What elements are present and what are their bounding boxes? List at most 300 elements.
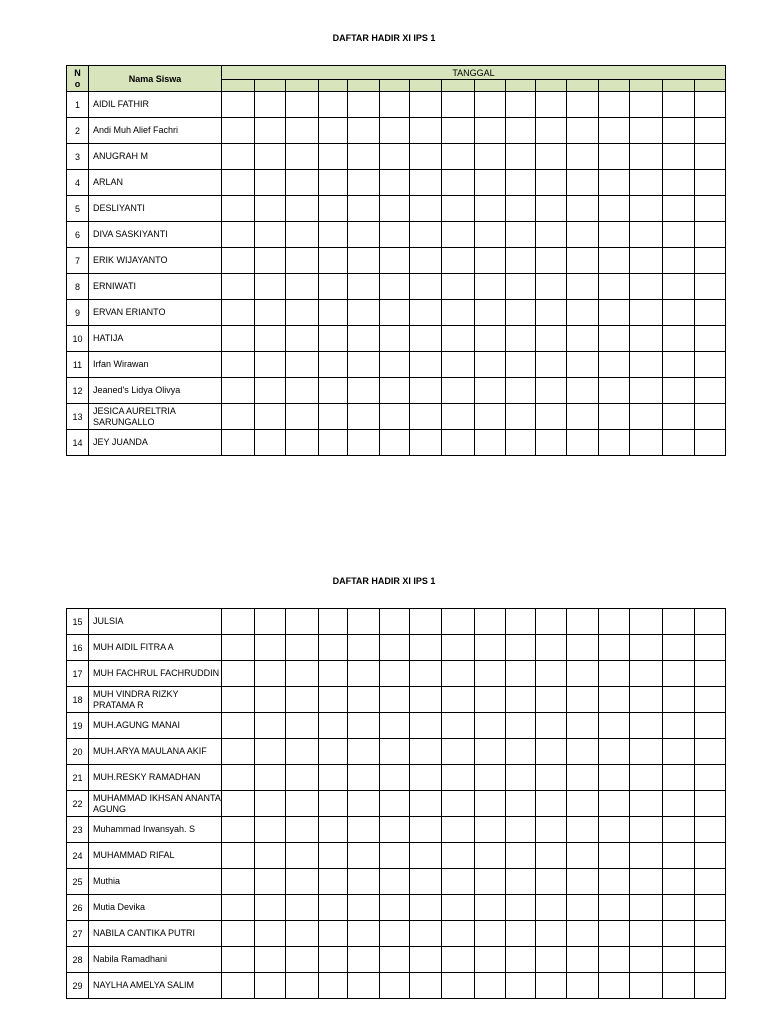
attendance-cell[interactable] [630, 118, 663, 144]
attendance-cell[interactable] [319, 843, 348, 869]
attendance-cell[interactable] [475, 170, 506, 196]
attendance-cell[interactable] [319, 973, 348, 999]
attendance-cell[interactable] [506, 609, 536, 635]
attendance-cell[interactable] [567, 947, 599, 973]
attendance-cell[interactable] [663, 92, 695, 118]
attendance-cell[interactable] [286, 635, 319, 661]
attendance-cell[interactable] [630, 274, 663, 300]
attendance-cell[interactable] [567, 739, 599, 765]
attendance-cell[interactable] [630, 739, 663, 765]
attendance-cell[interactable] [410, 635, 442, 661]
attendance-cell[interactable] [319, 118, 348, 144]
attendance-cell[interactable] [442, 222, 475, 248]
attendance-cell[interactable] [255, 791, 286, 817]
attendance-cell[interactable] [410, 713, 442, 739]
attendance-cell[interactable] [695, 378, 726, 404]
attendance-cell[interactable] [567, 378, 599, 404]
attendance-cell[interactable] [319, 144, 348, 170]
attendance-cell[interactable] [506, 352, 536, 378]
attendance-cell[interactable] [663, 843, 695, 869]
attendance-cell[interactable] [475, 817, 506, 843]
attendance-cell[interactable] [475, 404, 506, 430]
attendance-cell[interactable] [599, 687, 630, 713]
attendance-cell[interactable] [630, 144, 663, 170]
attendance-cell[interactable] [695, 765, 726, 791]
attendance-cell[interactable] [319, 352, 348, 378]
attendance-cell[interactable] [255, 326, 286, 352]
attendance-cell[interactable] [410, 352, 442, 378]
attendance-cell[interactable] [695, 791, 726, 817]
attendance-cell[interactable] [286, 713, 319, 739]
attendance-cell[interactable] [663, 895, 695, 921]
attendance-cell[interactable] [410, 895, 442, 921]
attendance-cell[interactable] [442, 609, 475, 635]
attendance-cell[interactable] [255, 404, 286, 430]
attendance-cell[interactable] [255, 170, 286, 196]
attendance-cell[interactable] [442, 352, 475, 378]
attendance-cell[interactable] [475, 118, 506, 144]
attendance-cell[interactable] [319, 661, 348, 687]
attendance-cell[interactable] [630, 196, 663, 222]
attendance-cell[interactable] [536, 170, 567, 196]
attendance-cell[interactable] [630, 352, 663, 378]
attendance-cell[interactable] [506, 170, 536, 196]
attendance-cell[interactable] [348, 248, 380, 274]
attendance-cell[interactable] [663, 947, 695, 973]
attendance-cell[interactable] [599, 843, 630, 869]
attendance-cell[interactable] [286, 765, 319, 791]
attendance-cell[interactable] [567, 222, 599, 248]
attendance-cell[interactable] [663, 921, 695, 947]
attendance-cell[interactable] [442, 947, 475, 973]
attendance-cell[interactable] [410, 378, 442, 404]
attendance-cell[interactable] [255, 817, 286, 843]
attendance-cell[interactable] [286, 248, 319, 274]
attendance-cell[interactable] [348, 274, 380, 300]
attendance-cell[interactable] [695, 635, 726, 661]
attendance-cell[interactable] [630, 430, 663, 456]
attendance-cell[interactable] [630, 661, 663, 687]
attendance-cell[interactable] [410, 791, 442, 817]
attendance-cell[interactable] [442, 817, 475, 843]
attendance-cell[interactable] [255, 274, 286, 300]
attendance-cell[interactable] [255, 713, 286, 739]
attendance-cell[interactable] [630, 300, 663, 326]
attendance-cell[interactable] [380, 92, 410, 118]
attendance-cell[interactable] [536, 843, 567, 869]
attendance-cell[interactable] [348, 404, 380, 430]
attendance-cell[interactable] [319, 869, 348, 895]
attendance-cell[interactable] [442, 430, 475, 456]
attendance-cell[interactable] [567, 661, 599, 687]
attendance-cell[interactable] [567, 196, 599, 222]
attendance-cell[interactable] [222, 326, 255, 352]
attendance-cell[interactable] [255, 222, 286, 248]
attendance-cell[interactable] [663, 765, 695, 791]
attendance-cell[interactable] [630, 765, 663, 791]
attendance-cell[interactable] [695, 430, 726, 456]
attendance-cell[interactable] [319, 274, 348, 300]
attendance-cell[interactable] [567, 973, 599, 999]
attendance-cell[interactable] [536, 635, 567, 661]
attendance-cell[interactable] [475, 430, 506, 456]
attendance-cell[interactable] [695, 687, 726, 713]
attendance-cell[interactable] [380, 196, 410, 222]
attendance-cell[interactable] [286, 144, 319, 170]
attendance-cell[interactable] [319, 326, 348, 352]
attendance-cell[interactable] [286, 791, 319, 817]
attendance-cell[interactable] [380, 817, 410, 843]
attendance-cell[interactable] [319, 921, 348, 947]
attendance-cell[interactable] [222, 791, 255, 817]
attendance-cell[interactable] [442, 196, 475, 222]
attendance-cell[interactable] [506, 843, 536, 869]
attendance-cell[interactable] [286, 300, 319, 326]
attendance-cell[interactable] [506, 765, 536, 791]
attendance-cell[interactable] [506, 274, 536, 300]
attendance-cell[interactable] [567, 248, 599, 274]
attendance-cell[interactable] [506, 687, 536, 713]
attendance-cell[interactable] [567, 274, 599, 300]
attendance-cell[interactable] [319, 765, 348, 791]
attendance-cell[interactable] [536, 404, 567, 430]
attendance-cell[interactable] [348, 352, 380, 378]
attendance-cell[interactable] [536, 973, 567, 999]
attendance-cell[interactable] [348, 739, 380, 765]
attendance-cell[interactable] [286, 352, 319, 378]
attendance-cell[interactable] [475, 921, 506, 947]
date-header-cell[interactable] [410, 80, 442, 92]
attendance-cell[interactable] [695, 248, 726, 274]
attendance-cell[interactable] [410, 609, 442, 635]
attendance-cell[interactable] [630, 687, 663, 713]
attendance-cell[interactable] [442, 635, 475, 661]
attendance-cell[interactable] [475, 635, 506, 661]
attendance-cell[interactable] [319, 635, 348, 661]
attendance-cell[interactable] [255, 921, 286, 947]
attendance-cell[interactable] [695, 661, 726, 687]
attendance-cell[interactable] [663, 352, 695, 378]
attendance-cell[interactable] [348, 817, 380, 843]
attendance-cell[interactable] [255, 430, 286, 456]
attendance-cell[interactable] [348, 118, 380, 144]
attendance-cell[interactable] [599, 196, 630, 222]
attendance-cell[interactable] [410, 274, 442, 300]
attendance-cell[interactable] [348, 921, 380, 947]
attendance-cell[interactable] [567, 430, 599, 456]
attendance-cell[interactable] [475, 144, 506, 170]
attendance-cell[interactable] [599, 222, 630, 248]
attendance-cell[interactable] [663, 635, 695, 661]
attendance-cell[interactable] [380, 352, 410, 378]
attendance-cell[interactable] [536, 609, 567, 635]
date-header-cell[interactable] [222, 80, 255, 92]
date-header-cell[interactable] [255, 80, 286, 92]
attendance-cell[interactable] [567, 869, 599, 895]
attendance-cell[interactable] [255, 248, 286, 274]
attendance-cell[interactable] [380, 895, 410, 921]
attendance-cell[interactable] [663, 739, 695, 765]
date-header-cell[interactable] [599, 80, 630, 92]
attendance-cell[interactable] [410, 248, 442, 274]
attendance-cell[interactable] [599, 895, 630, 921]
attendance-cell[interactable] [255, 869, 286, 895]
attendance-cell[interactable] [506, 326, 536, 352]
attendance-cell[interactable] [380, 430, 410, 456]
attendance-cell[interactable] [286, 222, 319, 248]
attendance-cell[interactable] [286, 274, 319, 300]
attendance-cell[interactable] [348, 869, 380, 895]
attendance-cell[interactable] [663, 661, 695, 687]
attendance-cell[interactable] [348, 222, 380, 248]
attendance-cell[interactable] [506, 661, 536, 687]
attendance-cell[interactable] [567, 895, 599, 921]
date-header-cell[interactable] [286, 80, 319, 92]
attendance-cell[interactable] [567, 300, 599, 326]
attendance-cell[interactable] [380, 300, 410, 326]
attendance-cell[interactable] [506, 635, 536, 661]
attendance-cell[interactable] [319, 196, 348, 222]
attendance-cell[interactable] [599, 118, 630, 144]
attendance-cell[interactable] [475, 609, 506, 635]
attendance-cell[interactable] [442, 713, 475, 739]
attendance-cell[interactable] [286, 170, 319, 196]
attendance-cell[interactable] [348, 300, 380, 326]
attendance-cell[interactable] [599, 274, 630, 300]
attendance-cell[interactable] [255, 635, 286, 661]
attendance-cell[interactable] [506, 869, 536, 895]
attendance-cell[interactable] [286, 687, 319, 713]
attendance-cell[interactable] [536, 869, 567, 895]
attendance-cell[interactable] [255, 609, 286, 635]
attendance-cell[interactable] [319, 713, 348, 739]
attendance-cell[interactable] [442, 378, 475, 404]
attendance-cell[interactable] [255, 739, 286, 765]
attendance-cell[interactable] [222, 635, 255, 661]
attendance-cell[interactable] [663, 973, 695, 999]
attendance-cell[interactable] [475, 973, 506, 999]
attendance-cell[interactable] [506, 222, 536, 248]
attendance-cell[interactable] [506, 144, 536, 170]
attendance-cell[interactable] [599, 609, 630, 635]
attendance-cell[interactable] [222, 274, 255, 300]
attendance-cell[interactable] [222, 300, 255, 326]
attendance-cell[interactable] [630, 791, 663, 817]
attendance-cell[interactable] [599, 947, 630, 973]
attendance-cell[interactable] [348, 973, 380, 999]
attendance-cell[interactable] [567, 791, 599, 817]
attendance-cell[interactable] [442, 791, 475, 817]
attendance-cell[interactable] [506, 713, 536, 739]
attendance-cell[interactable] [663, 274, 695, 300]
attendance-cell[interactable] [475, 739, 506, 765]
attendance-cell[interactable] [319, 92, 348, 118]
attendance-cell[interactable] [475, 947, 506, 973]
attendance-cell[interactable] [630, 921, 663, 947]
attendance-cell[interactable] [442, 765, 475, 791]
attendance-cell[interactable] [599, 92, 630, 118]
attendance-cell[interactable] [567, 144, 599, 170]
attendance-cell[interactable] [506, 739, 536, 765]
attendance-cell[interactable] [380, 791, 410, 817]
attendance-cell[interactable] [536, 352, 567, 378]
attendance-cell[interactable] [506, 895, 536, 921]
attendance-cell[interactable] [255, 118, 286, 144]
attendance-cell[interactable] [599, 170, 630, 196]
attendance-cell[interactable] [695, 170, 726, 196]
attendance-cell[interactable] [222, 430, 255, 456]
attendance-cell[interactable] [663, 144, 695, 170]
attendance-cell[interactable] [319, 170, 348, 196]
attendance-cell[interactable] [380, 326, 410, 352]
attendance-cell[interactable] [506, 973, 536, 999]
date-header-cell[interactable] [319, 80, 348, 92]
attendance-cell[interactable] [286, 326, 319, 352]
date-header-cell[interactable] [695, 80, 726, 92]
attendance-cell[interactable] [567, 609, 599, 635]
attendance-cell[interactable] [695, 404, 726, 430]
attendance-cell[interactable] [410, 817, 442, 843]
date-header-cell[interactable] [663, 80, 695, 92]
attendance-cell[interactable] [599, 144, 630, 170]
date-header-cell[interactable] [348, 80, 380, 92]
attendance-cell[interactable] [222, 869, 255, 895]
attendance-cell[interactable] [695, 326, 726, 352]
attendance-cell[interactable] [380, 765, 410, 791]
attendance-cell[interactable] [630, 947, 663, 973]
attendance-cell[interactable] [695, 947, 726, 973]
attendance-cell[interactable] [222, 118, 255, 144]
attendance-cell[interactable] [599, 326, 630, 352]
date-header-cell[interactable] [630, 80, 663, 92]
attendance-cell[interactable] [663, 713, 695, 739]
attendance-cell[interactable] [286, 843, 319, 869]
attendance-cell[interactable] [695, 609, 726, 635]
attendance-cell[interactable] [695, 352, 726, 378]
attendance-cell[interactable] [348, 687, 380, 713]
attendance-cell[interactable] [536, 947, 567, 973]
attendance-cell[interactable] [410, 144, 442, 170]
attendance-cell[interactable] [222, 921, 255, 947]
attendance-cell[interactable] [380, 661, 410, 687]
attendance-cell[interactable] [380, 947, 410, 973]
attendance-cell[interactable] [410, 92, 442, 118]
attendance-cell[interactable] [222, 661, 255, 687]
attendance-cell[interactable] [567, 687, 599, 713]
attendance-cell[interactable] [286, 947, 319, 973]
attendance-cell[interactable] [536, 118, 567, 144]
attendance-cell[interactable] [380, 404, 410, 430]
attendance-cell[interactable] [380, 222, 410, 248]
attendance-cell[interactable] [663, 404, 695, 430]
attendance-cell[interactable] [348, 843, 380, 869]
attendance-cell[interactable] [663, 118, 695, 144]
attendance-cell[interactable] [536, 144, 567, 170]
attendance-cell[interactable] [410, 765, 442, 791]
attendance-cell[interactable] [475, 378, 506, 404]
attendance-cell[interactable] [599, 921, 630, 947]
attendance-cell[interactable] [348, 326, 380, 352]
attendance-cell[interactable] [319, 817, 348, 843]
attendance-cell[interactable] [348, 196, 380, 222]
attendance-cell[interactable] [380, 843, 410, 869]
attendance-cell[interactable] [222, 144, 255, 170]
attendance-cell[interactable] [506, 300, 536, 326]
attendance-cell[interactable] [475, 248, 506, 274]
attendance-cell[interactable] [319, 895, 348, 921]
attendance-cell[interactable] [506, 791, 536, 817]
attendance-cell[interactable] [380, 739, 410, 765]
attendance-cell[interactable] [536, 430, 567, 456]
attendance-cell[interactable] [410, 196, 442, 222]
attendance-cell[interactable] [599, 817, 630, 843]
attendance-cell[interactable] [663, 791, 695, 817]
attendance-cell[interactable] [348, 170, 380, 196]
attendance-cell[interactable] [286, 609, 319, 635]
attendance-cell[interactable] [506, 378, 536, 404]
attendance-cell[interactable] [319, 687, 348, 713]
attendance-cell[interactable] [286, 196, 319, 222]
attendance-cell[interactable] [222, 947, 255, 973]
attendance-cell[interactable] [475, 326, 506, 352]
attendance-cell[interactable] [255, 947, 286, 973]
attendance-cell[interactable] [442, 843, 475, 869]
attendance-cell[interactable] [442, 869, 475, 895]
attendance-cell[interactable] [506, 92, 536, 118]
attendance-cell[interactable] [599, 248, 630, 274]
attendance-cell[interactable] [599, 635, 630, 661]
attendance-cell[interactable] [506, 430, 536, 456]
attendance-cell[interactable] [630, 895, 663, 921]
attendance-cell[interactable] [506, 196, 536, 222]
attendance-cell[interactable] [567, 352, 599, 378]
attendance-cell[interactable] [410, 661, 442, 687]
attendance-cell[interactable] [442, 248, 475, 274]
attendance-cell[interactable] [319, 378, 348, 404]
attendance-cell[interactable] [506, 248, 536, 274]
attendance-cell[interactable] [442, 326, 475, 352]
attendance-cell[interactable] [255, 895, 286, 921]
attendance-cell[interactable] [286, 895, 319, 921]
attendance-cell[interactable] [286, 921, 319, 947]
attendance-cell[interactable] [567, 843, 599, 869]
attendance-cell[interactable] [222, 713, 255, 739]
attendance-cell[interactable] [567, 817, 599, 843]
attendance-cell[interactable] [536, 713, 567, 739]
attendance-cell[interactable] [319, 947, 348, 973]
attendance-cell[interactable] [222, 222, 255, 248]
attendance-cell[interactable] [442, 300, 475, 326]
attendance-cell[interactable] [663, 378, 695, 404]
attendance-cell[interactable] [410, 869, 442, 895]
attendance-cell[interactable] [663, 430, 695, 456]
attendance-cell[interactable] [348, 378, 380, 404]
attendance-cell[interactable] [599, 739, 630, 765]
attendance-cell[interactable] [695, 843, 726, 869]
attendance-cell[interactable] [475, 222, 506, 248]
attendance-cell[interactable] [695, 274, 726, 300]
date-header-cell[interactable] [506, 80, 536, 92]
attendance-cell[interactable] [630, 170, 663, 196]
attendance-cell[interactable] [286, 404, 319, 430]
attendance-cell[interactable] [348, 144, 380, 170]
attendance-cell[interactable] [599, 430, 630, 456]
attendance-cell[interactable] [222, 170, 255, 196]
attendance-cell[interactable] [442, 921, 475, 947]
attendance-cell[interactable] [380, 869, 410, 895]
attendance-cell[interactable] [475, 196, 506, 222]
attendance-cell[interactable] [567, 92, 599, 118]
